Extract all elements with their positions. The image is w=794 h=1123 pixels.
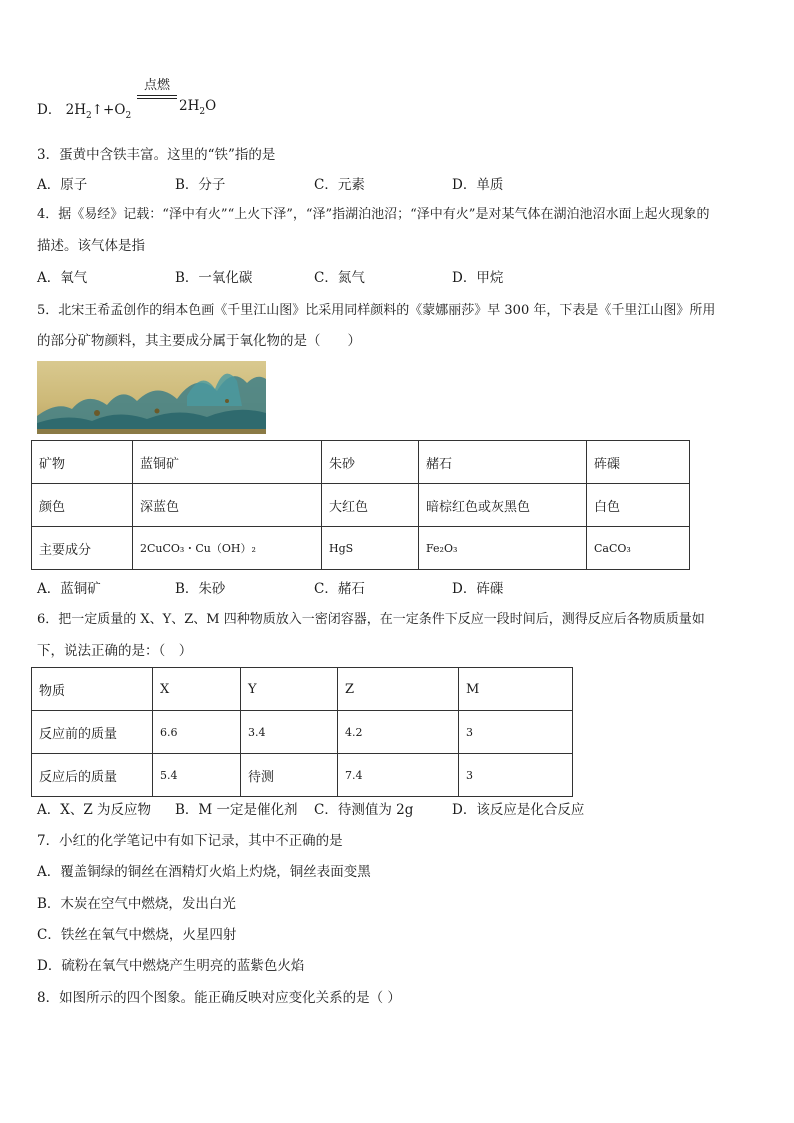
question-7-stem: 7．小红的化学笔记中有如下记录，其中不正确的是 [37,833,343,849]
table-cell: 矿物 [32,441,133,484]
mass-table [31,667,573,797]
table-cell: 4.2 [338,711,459,754]
table-cell: 大红色 [322,484,419,527]
reaction-condition: 点燃 [137,78,177,99]
option-c[interactable]: C．元素 [314,177,365,193]
table-cell: 暗棕红色或灰黑色 [419,484,587,527]
table-row [32,484,690,527]
table-cell: 物质 [32,668,153,711]
option-a[interactable]: A．覆盖铜绿的铜丝在酒精灯火焰上灼烧，铜丝表面变黑 [37,864,371,880]
option-a[interactable]: A．原子 [37,177,88,193]
option-a[interactable]: A．蓝铜矿 [37,581,101,597]
option-b[interactable]: B．木炭在空气中燃烧，发出白光 [37,896,236,912]
table-cell: 6.6 [153,711,241,754]
option-b[interactable]: B．分子 [175,177,226,193]
landscape-painting-image [37,361,266,434]
table-cell: 反应前的质量 [32,711,153,754]
option-d[interactable]: D．该反应是化合反应 [452,802,585,818]
question-6-stem-line-2: 下，说法正确的是：（ ） [37,643,193,659]
gas-arrow: ↑ [91,102,104,118]
table-cell: 7.4 [338,754,459,797]
table-cell: 2CuCO₃・Cu（OH）₂ [133,527,322,570]
table-row [32,527,690,570]
option-a[interactable]: A．氧气 [37,270,88,286]
table-row [32,441,690,484]
table-cell: 朱砂 [322,441,419,484]
table-cell: 3 [459,711,573,754]
table-cell: 白色 [587,484,690,527]
table-cell: 主要成分 [32,527,133,570]
question-4-stem-line-2: 描述。该气体是指 [37,238,145,254]
table-row [32,711,573,754]
table-cell: CaCO₃ [587,527,690,570]
option-label: D． [37,102,62,118]
table-cell: Y [241,668,338,711]
table-cell: 5.4 [153,754,241,797]
table-cell: 3.4 [241,711,338,754]
table-cell: 赭石 [419,441,587,484]
question-6-stem-line-1: 6．把一定质量的 X、Y、Z、M 四种物质放入一密闭容器，在一定条件下反应一段时间后，测得反应后各物质质量如 [37,612,705,627]
table-row [32,668,573,711]
table-cell: 待测 [241,754,338,797]
option-d[interactable]: D．砗磲 [452,581,504,597]
formula-h2o: $2H_2O$ [179,98,217,117]
table-cell: 3 [459,754,573,797]
table-cell: HgS [322,527,419,570]
table-cell: 砗磲 [587,441,690,484]
option-d[interactable]: D．硫粉在氧气中燃烧产生明亮的蓝紫色火焰 [37,958,305,974]
option-b[interactable]: B．一氧化碳 [175,270,253,286]
question-5-stem-line-2: 的部分矿物颜料，其主要成分属于氧化物的是（ ） [37,333,361,349]
pigment-table [31,440,690,570]
table-cell: 深蓝色 [133,484,322,527]
table-cell: X [153,668,241,711]
option-b[interactable]: B．朱砂 [175,581,226,597]
question-5-stem-line-1: 5．北宋王希孟创作的绢本色画《千里江山图》比采用同样颜料的《蒙娜丽莎》早 300 年，下表是《千里江山图》所用 [37,303,716,318]
option-c[interactable]: C．氮气 [314,270,365,286]
table-cell: Z [338,668,459,711]
option-b[interactable]: B．M 一定是催化剂 [175,802,298,818]
option-c[interactable]: C．铁丝在氧气中燃烧，火星四射 [37,927,237,943]
table-cell: M [459,668,573,711]
table-cell: 颜色 [32,484,133,527]
table-row [32,754,573,797]
formula-h2: $2H_2$ [65,102,92,121]
question-3-stem: 3．蛋黄中含铁丰富。这里的“铁”指的是 [37,147,276,163]
table-cell: Fe₂O₃ [419,527,587,570]
option-d[interactable]: D．单质 [452,177,504,193]
option-a[interactable]: A．X、Z 为反应物 [37,802,152,818]
option-c[interactable]: C．赭石 [314,581,365,597]
formula-o2: $+O_2$ [103,102,132,121]
table-cell: 蓝铜矿 [133,441,322,484]
option-c[interactable]: C．待测值为 2g [314,802,414,818]
table-cell: 反应后的质量 [32,754,153,797]
question-8-stem: 8．如图所示的四个图象。能正确反映对应变化关系的是（ ） [37,990,401,1006]
option-d[interactable]: D．甲烷 [452,270,504,286]
question-4-stem-line-1: 4．据《易经》记载：“泽中有火”“上火下泽”，“泽”指湖泊池沼；“泽中有火”是对某气体在湖泊池沼水面上起火现象的 [37,207,710,222]
